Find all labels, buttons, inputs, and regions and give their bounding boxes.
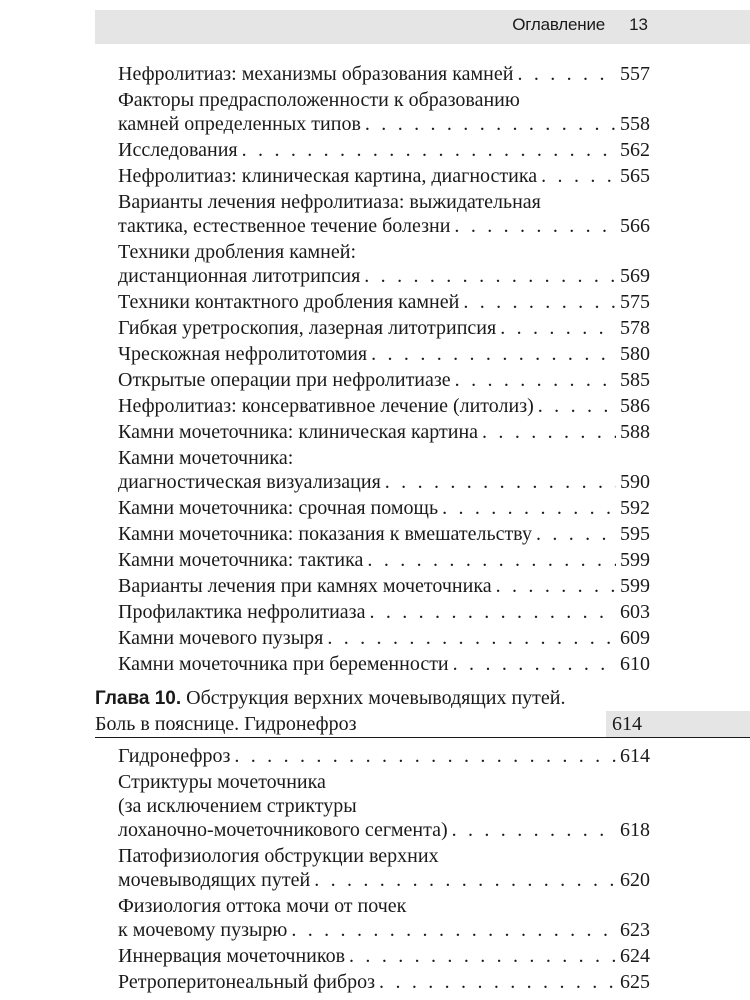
toc-entry-row (118, 548, 650, 572)
toc-entry (118, 744, 650, 768)
dot-leader (452, 818, 616, 842)
toc-entry (118, 574, 650, 598)
toc-entry (118, 368, 650, 392)
toc-page-number: 588 (620, 421, 650, 443)
toc-entry (118, 548, 650, 572)
toc-entry-title: Исследования (118, 139, 238, 161)
toc-entry (118, 164, 650, 188)
dot-leader (496, 574, 616, 598)
toc-entry (118, 62, 650, 86)
toc-entry-row (118, 470, 650, 494)
toc-entry-title: Гибкая уретроскопия, лазерная литотрипсия (118, 317, 497, 339)
toc-entry (118, 770, 650, 842)
toc-entry-title: Варианты лечения при камнях мочеточника (118, 575, 492, 597)
running-header (95, 10, 750, 44)
dot-leader (442, 496, 616, 520)
toc-entry (118, 970, 650, 994)
toc-entry (118, 844, 650, 892)
toc-entry-title: Камни мочеточника: показания к вмешательству (118, 523, 532, 545)
dot-leader (291, 918, 616, 942)
toc-entry-title: Открытые операции при нефролитиазе (118, 369, 451, 391)
toc-page-number: 557 (620, 63, 650, 85)
toc-entry (118, 190, 650, 238)
toc-page-number: 618 (620, 819, 650, 841)
toc-page-number: 595 (620, 523, 650, 545)
toc-page-number: 599 (620, 575, 650, 597)
toc-page-number: 623 (620, 919, 650, 941)
toc-page-number: 580 (620, 343, 650, 365)
toc-entry-row (118, 818, 650, 842)
toc-page-number: 586 (620, 395, 650, 417)
dot-leader (455, 368, 616, 392)
dot-leader (314, 868, 616, 892)
toc-entry-title: Чрескожная нефролитотомия (118, 343, 368, 365)
toc-entry-row (118, 214, 650, 238)
toc-page-number: 569 (620, 265, 650, 287)
toc-entry-line: Техники дробления камней: (118, 241, 356, 263)
toc-entry (118, 88, 650, 136)
toc-entry-row (118, 62, 650, 86)
toc-page-number: 614 (620, 745, 650, 767)
toc-entry-title: Нефролитиаз: клиническая картина, диагностика (118, 165, 538, 187)
toc-entry-title: Техники контактного дробления камней (118, 291, 460, 313)
toc-entry-line: (за исключением стриктуры (118, 795, 357, 817)
dot-leader (517, 62, 616, 86)
toc-entry-row (118, 496, 650, 520)
toc-entry-row (118, 368, 650, 392)
toc-entry-row (118, 264, 650, 288)
chapter-title-line2 (95, 711, 750, 738)
toc-entry (118, 138, 650, 162)
header-page-number: 13 (629, 15, 648, 34)
chapter-title-line1 (95, 686, 750, 711)
toc-entry (118, 600, 650, 624)
dot-leader (482, 420, 616, 444)
toc-entry-line: Камни мочеточника: (118, 447, 294, 469)
toc-page-number: 620 (620, 869, 650, 891)
dot-leader (541, 164, 616, 188)
dot-leader (538, 394, 616, 418)
toc-page-number: 565 (620, 165, 650, 187)
toc-page-number: 624 (620, 945, 650, 967)
toc-entry-title: Нефролитиаз: механизмы образования камней (118, 63, 514, 85)
dot-leader (454, 214, 616, 238)
toc-entry-title: Камни мочеточника: срочная помощь (118, 497, 439, 519)
toc-entry-row (118, 342, 650, 366)
toc-entry-line: Стриктуры мочеточника (118, 771, 326, 793)
toc-entry-row (118, 970, 650, 994)
toc-page-number: 610 (620, 653, 650, 675)
toc-entry-title: Камни мочевого пузыря (118, 627, 324, 649)
header-title: Оглавление (512, 15, 605, 34)
toc-entry-title: Ретроперитонеальный фиброз (118, 971, 376, 993)
toc-entry-row (118, 522, 650, 546)
dot-leader (364, 264, 616, 288)
toc-entry (118, 342, 650, 366)
toc-page-number: 609 (620, 627, 650, 649)
toc-entry-row (118, 138, 650, 162)
toc-entry (118, 420, 650, 444)
toc-page-number: 585 (620, 369, 650, 391)
toc-entry-title: Иннервация мочеточников (118, 945, 346, 967)
toc-entry-line: Физиология оттока мочи от почек (118, 895, 407, 917)
chapter-title-first: Обструкция верхних мочевыводящих путей. (186, 687, 566, 709)
toc-entry (118, 496, 650, 520)
toc-entry-row (118, 652, 650, 676)
chapter-label: Глава 10. (95, 688, 182, 709)
dot-leader (367, 548, 616, 572)
toc-entry-line: Факторы предрасположенности к образованию (118, 89, 520, 111)
toc-entry-title: Камни мочеточника: клиническая картина (118, 421, 479, 443)
toc-entry-line: Патофизиология обструкции верхних (118, 845, 439, 867)
toc-entry (118, 394, 650, 418)
toc-entry-title: Нефролитиаз: консервативное лечение (литолиз) (118, 395, 534, 417)
toc-entry-row (118, 626, 650, 650)
toc-entry (118, 290, 650, 314)
toc-entry-title: Профилактика нефролитиаза (118, 601, 366, 623)
toc-page-number: 590 (620, 471, 650, 493)
toc-page-number: 592 (620, 497, 650, 519)
toc-entry (118, 894, 650, 942)
toc-page-number: 558 (620, 113, 650, 135)
toc-entry-title: Гидронефроз (118, 745, 231, 767)
toc-page-number: 603 (620, 601, 650, 623)
dot-leader (371, 342, 616, 366)
toc-entry (118, 446, 650, 494)
toc-page-number: 562 (620, 139, 650, 161)
dot-leader (463, 290, 616, 314)
toc-entry-title: диагностическая визуализация (118, 471, 381, 493)
dot-leader (349, 944, 616, 968)
toc-entry-title: мочевыводящих путей (118, 869, 311, 891)
toc-entry-row (118, 944, 650, 968)
toc-entry-row (118, 868, 650, 892)
toc-entry-row (118, 164, 650, 188)
toc-page-number: 575 (620, 291, 650, 313)
toc-entry-line: Варианты лечения нефролитиаза: выжидательная (118, 191, 541, 213)
toc-entry-title: к мочевому пузырю (118, 919, 288, 941)
toc-entry-row (118, 112, 650, 136)
chapter-heading (95, 686, 750, 738)
toc-entry-title: дистанционная литотрипсия (118, 265, 361, 287)
toc-page-number: 625 (620, 971, 650, 993)
toc-entry-row (118, 420, 650, 444)
dot-leader (365, 112, 616, 136)
toc-page-number: 578 (620, 317, 650, 339)
toc-entry-title: лоханочно-мочеточникового сегмента) (118, 819, 448, 841)
dot-leader (379, 970, 616, 994)
toc-entry-title: тактика, естественное течение болезни (118, 215, 451, 237)
dot-leader (453, 652, 616, 676)
toc-entry-row (118, 290, 650, 314)
toc-entry (118, 944, 650, 968)
toc-entry-row (118, 918, 650, 942)
toc-entry (118, 652, 650, 676)
toc-entry-row (118, 574, 650, 598)
toc-page-number: 566 (620, 215, 650, 237)
dot-leader (327, 626, 616, 650)
dot-leader (234, 744, 616, 768)
dot-leader (242, 138, 616, 162)
toc-entry (118, 522, 650, 546)
toc-entry-row (118, 316, 650, 340)
toc-entry-title: камней определенных типов (118, 113, 361, 135)
toc-entry-row (118, 394, 650, 418)
toc-entry (118, 240, 650, 288)
chapter-title-second: Боль в пояснице. Гидронефроз (95, 713, 357, 735)
dot-leader (385, 470, 616, 494)
toc-entry (118, 626, 650, 650)
dot-leader (536, 522, 616, 546)
toc-entry-row (118, 600, 650, 624)
toc-entry (118, 316, 650, 340)
toc-entry-row (118, 744, 650, 768)
toc-entry-title: Камни мочеточника: тактика (118, 549, 364, 571)
toc-page-number: 599 (620, 549, 650, 571)
dot-leader (500, 316, 616, 340)
chapter-page-number: 614 (606, 711, 750, 737)
dot-leader (369, 600, 616, 624)
toc-entry-title: Камни мочеточника при беременности (118, 653, 449, 675)
